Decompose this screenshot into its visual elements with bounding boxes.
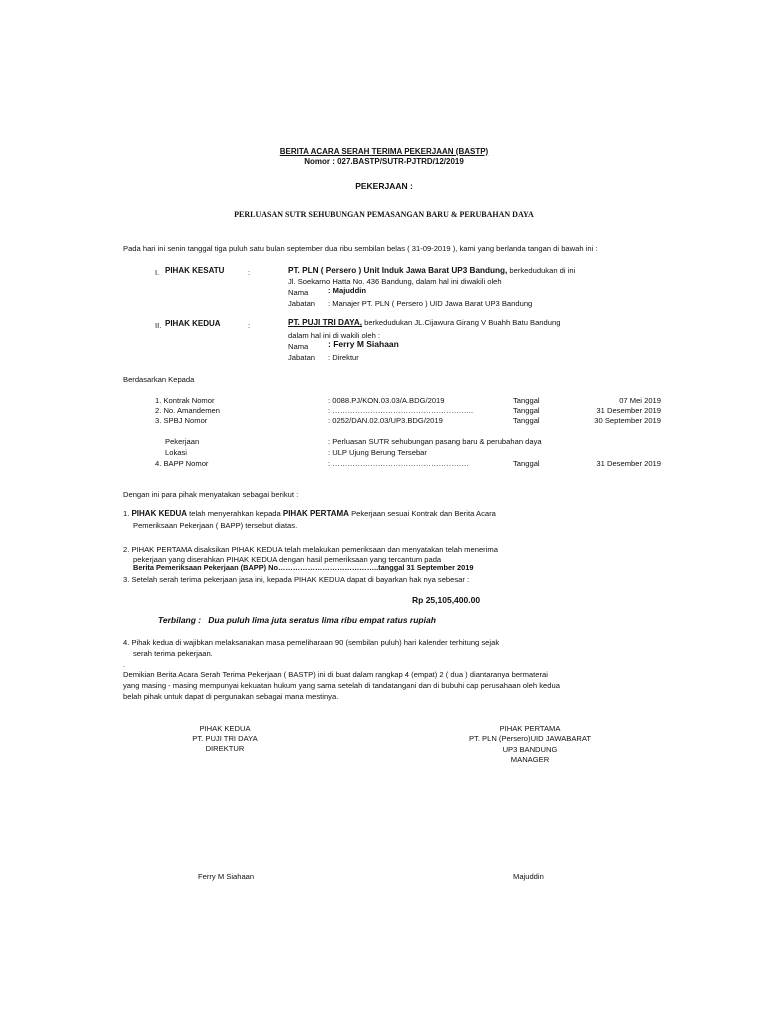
signature-left-position: DIREKTUR <box>205 744 245 753</box>
document-title: BERITA ACARA SERAH TERIMA PEKERJAAN (BASTP) <box>279 147 489 156</box>
ref-date: 07 Mei 2019 <box>619 396 661 405</box>
point1-line1 <box>123 509 496 519</box>
party1-line1 <box>288 266 575 276</box>
point2-line1: 2. PIHAK PERTAMA disaksikan PIHAK KEDUA telah melakukan pemeriksaan dan menyatakan telah menerima <box>123 545 498 554</box>
party1-jabatan-label: Jabatan <box>288 299 316 308</box>
intro-text: Pada hari ini senin tanggal tiga puluh satu bulan september dua ribu sembilan belas ( 31-09-2019 ), kami yang berlanda tangan di bawah ini : <box>123 244 598 253</box>
party2-represented: dalam hal ini di wakili oleh : <box>288 331 381 340</box>
party1-nama-label: Nama <box>288 288 309 297</box>
party2-colon: : <box>248 321 251 330</box>
closing-line1: Demikian Berita Acara Serah Terima Pekerjaan ( BASTP) ini di buat dalam rangkap 4 (empat) 2 ( dua ) diantaranya bermaterai <box>123 670 548 679</box>
stray-dot: . <box>123 660 126 669</box>
pekerjaan-row-value: : Perluasan SUTR sehubungan pasang baru & perubahan daya <box>328 437 542 446</box>
amount-value: Rp 25,105,400.00 <box>412 595 481 605</box>
terbilang-label: Terbilang : <box>158 615 202 625</box>
signature-left-title: PIHAK KEDUA <box>199 724 251 733</box>
signature-right-title: PIHAK PERTAMA <box>499 724 561 733</box>
point4-line1: 4. Pihak kedua di wajibkan melaksanakan masa pemeliharaan 90 (sembilan puluh) hari kalender terhitung sejak <box>123 638 500 647</box>
document-number: Nomor : 027.BASTP/SUTR-PJTRD/12/2019 <box>304 157 464 166</box>
point2-line3: Berita Pemeriksaan Pekerjaan (BAPP) No…………………………………..tanggal 31 September 2019 <box>133 563 474 572</box>
berdasarkan-label: Berdasarkan Kepada <box>123 375 195 384</box>
ref-tanggal-label: Tanggal <box>513 406 540 415</box>
party1-number: I. <box>155 268 160 277</box>
ref-value: : 0088.PJ/KON.03.03/A.BDG/2019 <box>328 396 445 405</box>
point1-pihak-pertama: PIHAK PERTAMA <box>282 509 349 518</box>
party2-number: II. <box>155 321 162 330</box>
point1-pihak-kedua: PIHAK KEDUA <box>131 509 188 518</box>
lokasi-row-value: : ULP Ujung Berung Tersebar <box>328 448 427 457</box>
party2-label: PIHAK KEDUA <box>165 319 221 328</box>
point1-number: 1. <box>123 509 130 518</box>
pekerjaan-row-label: Pekerjaan <box>165 437 200 446</box>
party1-address: Jl. Soekarno Hatta No. 436 Bandung, dalam hal ini diwakili oleh <box>288 277 502 286</box>
party2-nama-value: : Ferry M Siahaan <box>328 339 399 349</box>
party2-line1 <box>288 318 560 328</box>
closing-line2: yang masing - masing mempunyai kekuatan hukum yang sama setelah di tandatangani dan di bubuhi cap perusahaan oleh kedua <box>123 681 560 690</box>
signature-right-name: Majuddin <box>513 872 544 881</box>
terbilang-value: Dua puluh lima juta seratus lima ribu empat ratus rupiah <box>208 615 436 625</box>
ref-value: : ……………………………………………….. <box>328 406 474 415</box>
party1-desc1: berkedudukan di ini <box>507 266 576 275</box>
point1-text-b: Pekerjaan sesuai Kontrak dan Berita Acara <box>348 509 496 518</box>
party1-company: PT. PLN ( Persero ) Unit Induk Jawa Barat UP3 Bandung, <box>288 266 508 275</box>
ref-tanggal-label: Tanggal <box>513 416 540 425</box>
party1-jabatan-value: : Manajer PT. PLN ( Persero ) UID Jawa Barat UP3 Bandung <box>328 299 533 308</box>
party2-desc1: berkedudukan JL.Cijawura Girang V Buahh Batu Bandung <box>362 318 561 327</box>
point2-line2: pekerjaan yang diserahkan PIHAK KEDUA dengan hasil pemeriksaan yang tercantum pada <box>133 555 442 564</box>
lokasi-row-label: Lokasi <box>165 448 187 457</box>
bapp-row-label: 4. BAPP Nomor <box>155 459 209 468</box>
signature-left-name: Ferry M Siahaan <box>198 872 255 881</box>
point1-line2: Pemeriksaan Pekerjaan ( BAPP) tersebut diatas. <box>133 521 298 530</box>
party2-company: PT. PUJI TRI DAYA, <box>288 318 363 327</box>
party2-jabatan-value: : Direktur <box>328 353 359 362</box>
point1-text-a: telah menyerahkan kepada <box>187 509 283 518</box>
party1-nama-value: : Majuddin <box>328 286 366 295</box>
party2-nama-label: Nama <box>288 342 309 351</box>
ref-label: 3. SPBJ Nomor <box>155 416 208 425</box>
bapp-date: 31 Desember 2019 <box>596 459 661 468</box>
bapp-tanggal-label: Tanggal <box>513 459 540 468</box>
pekerjaan-title: PERLUASAN SUTR SEHUBUNGAN PEMASANGAN BARU & PERUBAHAN DAYA <box>234 210 534 219</box>
point4-line2: serah terima pekerjaan. <box>133 649 213 658</box>
closing-line3: belah pihak untuk dapat di pergunakan sebagai mana mestinya. <box>123 692 339 701</box>
pekerjaan-label: PEKERJAAN : <box>355 181 413 191</box>
ref-tanggal-label: Tanggal <box>513 396 540 405</box>
party2-jabatan-label: Jabatan <box>288 353 316 362</box>
signature-right-company: PT. PLN (Persero)UID JAWABARAT <box>468 734 592 743</box>
party1-colon: : <box>248 268 251 277</box>
ref-label: 2. No. Amandemen <box>155 406 221 415</box>
ref-value: : 0252/DAN.02.03/UP3.BDG/2019 <box>328 416 443 425</box>
signature-right-unit: UP3 BANDUNG <box>502 745 558 754</box>
dengan-text: Dengan ini para pihak menyatakan sebagai berikut : <box>123 490 299 499</box>
ref-date: 30 September 2019 <box>594 416 661 425</box>
terbilang-row <box>158 615 436 625</box>
ref-date: 31 Desember 2019 <box>596 406 661 415</box>
bapp-row-value: : ……………………………………………… <box>328 459 469 468</box>
signature-left-company: PT. PUJI TRI DAYA <box>192 734 258 743</box>
signature-right-position: MANAGER <box>510 755 550 764</box>
ref-label: 1. Kontrak Nomor <box>155 396 215 405</box>
point3-text: 3. Setelah serah terima pekerjaan jasa ini, kepada PIHAK KEDUA dapat di bayarkan hak nya sebesar : <box>123 575 470 584</box>
party1-label: PIHAK KESATU <box>165 266 225 275</box>
